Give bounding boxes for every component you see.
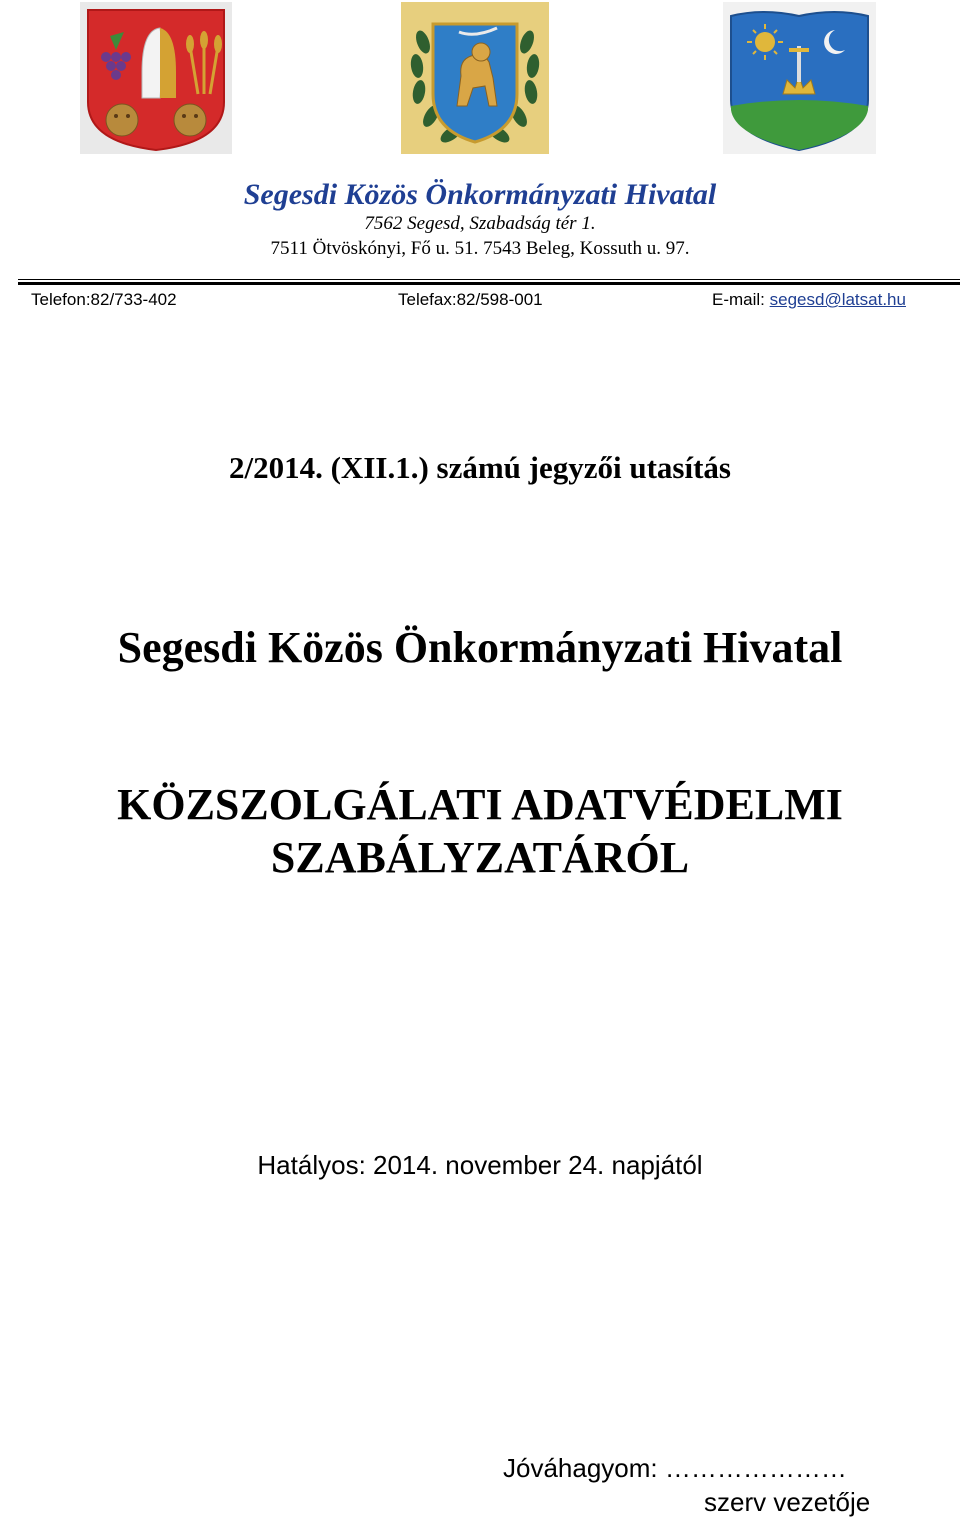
segesd-coat-of-arms-icon [80,2,232,154]
document-subject [0,778,960,884]
header-divider-thick [18,282,960,285]
fax-number: Telefax:82/598-001 [398,290,543,309]
office-name: Segesdi Közös Önkormányzati Hivatal [243,178,717,211]
address-line-2: 7511 Ötvöskónyi, Fő u. 51. 7543 Beleg, Kossuth u. 97. [270,238,690,259]
issuer-title: Segesdi Közös Önkormányzati Hivatal [117,623,843,672]
effective-date: Hatályos: 2014. november 24. napjától [257,1150,703,1180]
email-contact [712,289,906,311]
email-label: E-mail: [712,290,770,309]
email-link[interactable]: segesd@latsat.hu [769,290,906,309]
address-line-1: 7562 Segesd, Szabadság tér 1. [364,213,596,234]
beleg-coat-of-arms-icon [723,2,876,154]
approval-line: Jóváhagyom: ………………… [503,1453,847,1483]
signer-title: szerv vezetője [704,1487,871,1517]
subject-line-1: KÖZSZOLGÁLATI ADATVÉDELMI [117,780,843,829]
phone-number: Telefon:82/733-402 [31,290,177,309]
otvoskonyi-coat-of-arms-icon [401,2,549,154]
header-divider [18,279,960,280]
document-number: 2/2014. (XII.1.) számú jegyzői utasítás [229,450,731,485]
subject-line-2: SZABÁLYZATÁRÓL [270,833,690,882]
